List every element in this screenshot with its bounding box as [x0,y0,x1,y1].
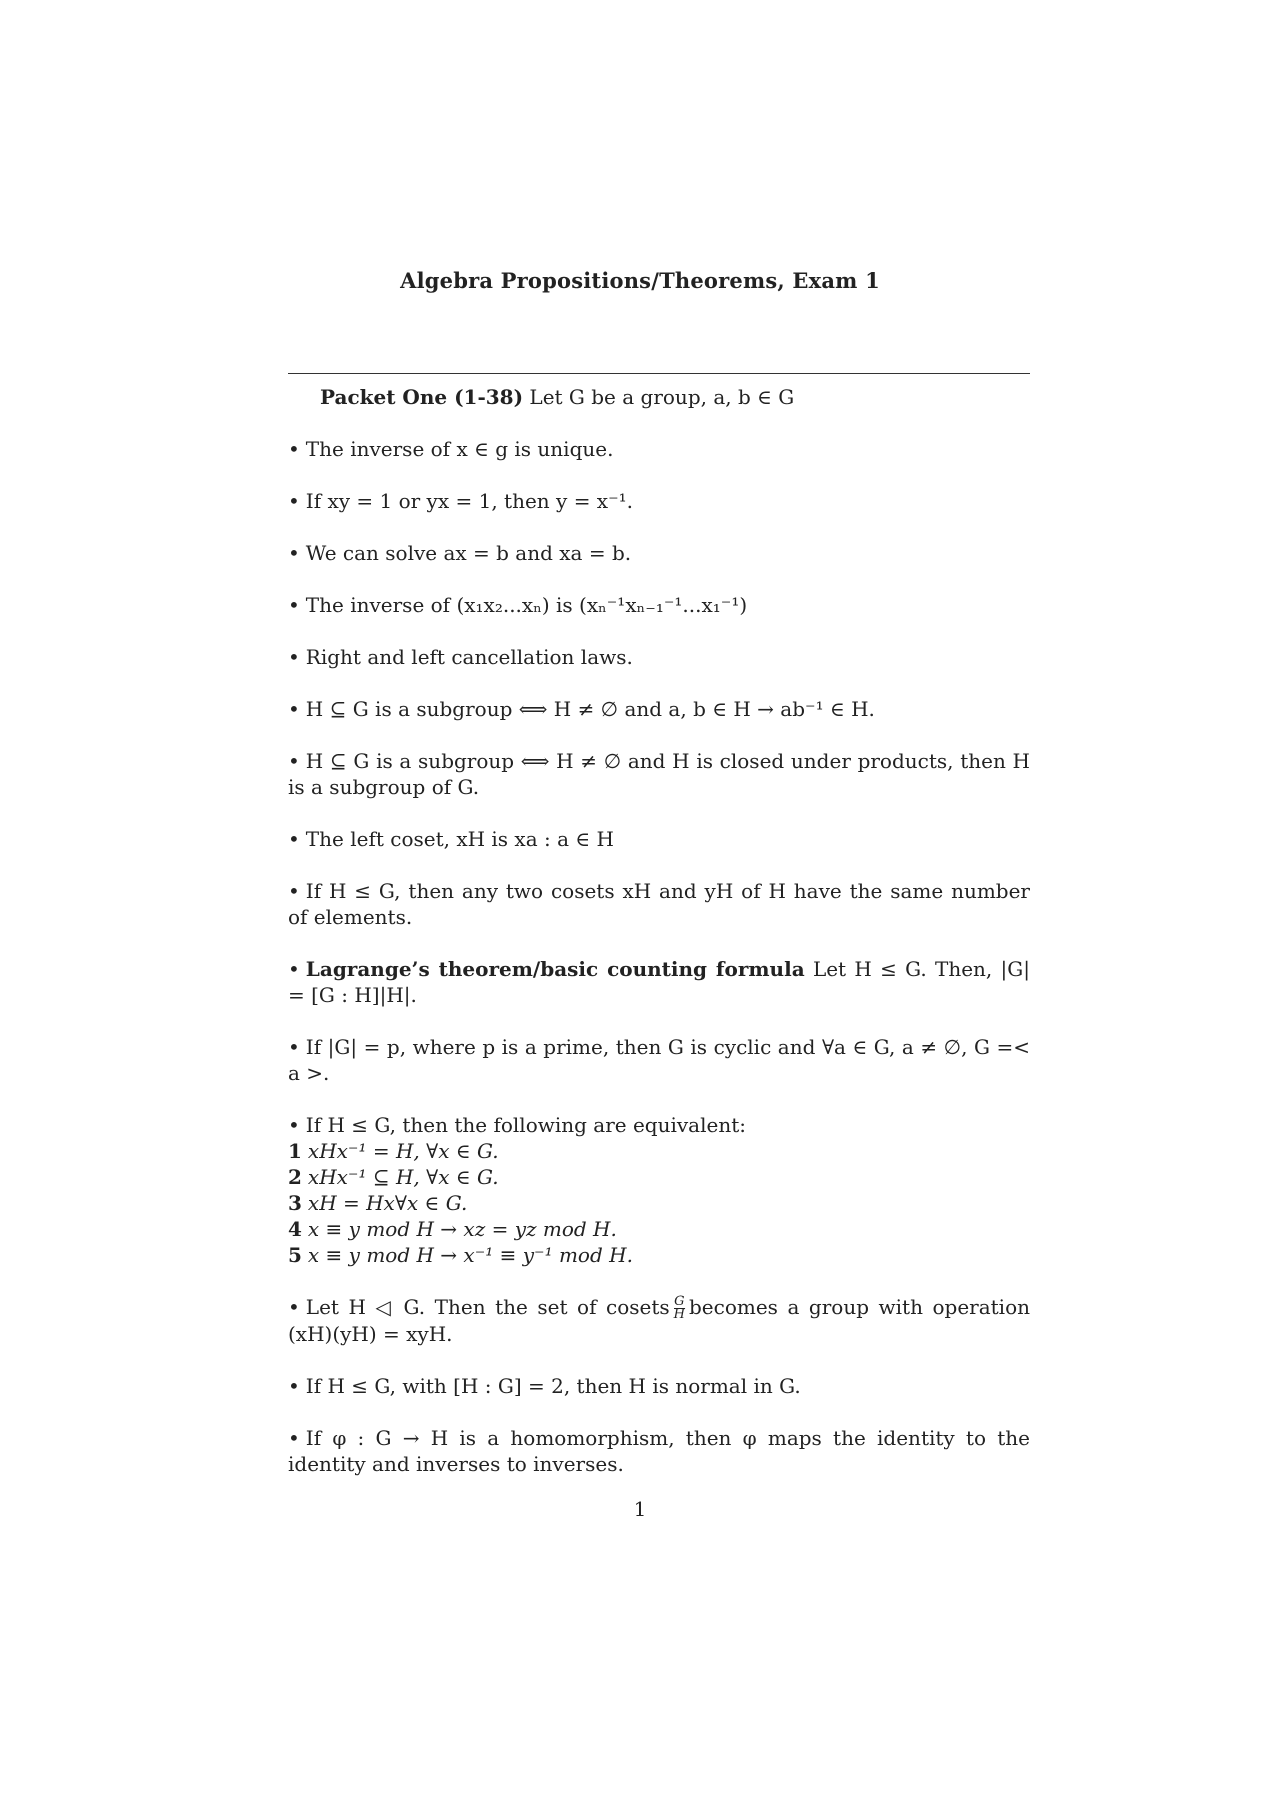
item-text: Right and left cancellation laws. [305,645,633,669]
item-text: H ⊆ G is a subgroup ⟺ H ≠ ∅ and a, b ∈ H → ab⁻¹ ∈ H. [305,697,875,721]
item-text: If φ : G → H is a homomorphism, then φ maps the identity to the identity and inverses to inverses. [288,1426,1030,1476]
list-item [288,696,1030,722]
bullet: • [288,437,300,461]
condition-row [288,1138,1030,1164]
bullet: • [288,697,300,721]
quotient-item [288,1294,1030,1347]
list-item [288,540,1030,566]
equivalence-item [288,1112,1030,1268]
item-text: If H ≤ G, with [H : G] = 2, then H is normal in G. [305,1374,801,1398]
bullet: • [288,541,300,565]
lagrange-heading: Lagrange’s theorem/basic counting formula [305,957,805,981]
item-text: If H ≤ G, then any two cosets xH and yH of H have the same number of elements. [288,879,1030,929]
packet-intro [288,384,1030,410]
condition-row [288,1216,1030,1242]
homomorphism-item [288,1425,1030,1477]
item-text: The inverse of x ∈ g is unique. [305,437,614,461]
list-item [288,878,1030,930]
packet-intro-text: Let G be a group, a, b ∈ G [529,385,795,409]
bullet: • [288,1113,300,1137]
condition-row [288,1190,1030,1216]
item-text: The inverse of (x₁x₂...xₙ) is (xₙ⁻¹xₙ₋₁⁻¹...x₁⁻¹) [305,593,748,617]
condition-row [288,1242,1030,1268]
lagrange-text: Let H ≤ G. Then, |G| = [G : H]|H|. [288,957,1031,1007]
bullet: • [288,749,300,773]
item-text: H ⊆ G is a subgroup ⟺ H ≠ ∅ and H is closed under products, then H is a subgroup of G. [288,749,1030,799]
quotient-after: becomes a group with operation (xH)(yH) = xyH. [288,1295,1030,1346]
bullet: • [288,827,300,851]
fraction-numerator: G [674,1294,685,1309]
equivalence-lead: If H ≤ G, then the following are equivalent: [305,1113,746,1137]
bullet: • [288,1374,300,1398]
lagrange-item [288,956,1030,1008]
index-two-item [288,1373,1030,1399]
list-item [288,436,1030,462]
condition-number: 1 [288,1139,302,1163]
condition-row [288,1164,1030,1190]
list-item [288,826,1030,852]
condition-text: x ≡ y mod H → xz = yz mod H. [307,1217,617,1241]
condition-number: 4 [288,1217,302,1241]
content-body [288,384,1030,1503]
fraction-denominator: H [673,1307,685,1322]
list-item [288,748,1030,800]
list-item [288,488,1030,514]
item-text: If |G| = p, where p is a prime, then G is cyclic and ∀a ∈ G, a ≠ ∅, G =< a >. [288,1035,1030,1085]
document-title: Algebra Propositions/Theorems, Exam 1 [400,268,880,293]
quotient-before: Let H ◁ G. Then the set of cosets [305,1295,670,1319]
item-text: We can solve ax = b and xa = b. [305,541,632,565]
coset-fraction [674,1296,685,1321]
packet-heading: Packet One (1-38) [320,385,524,409]
bullet: • [288,489,300,513]
list-item [288,592,1030,618]
bullet: • [288,645,300,669]
condition-number: 5 [288,1243,302,1267]
condition-number: 2 [288,1165,302,1189]
condition-number: 3 [288,1191,302,1215]
item-text: The left coset, xH is xa : a ∈ H [305,827,614,851]
bullet: • [288,1035,300,1059]
item-text: If xy = 1 or yx = 1, then y = x⁻¹. [305,489,634,513]
condition-text: xH = Hx∀x ∈ G. [307,1191,468,1215]
condition-text: xHx⁻¹ ⊆ H, ∀x ∈ G. [307,1165,499,1189]
condition-text: x ≡ y mod H → x⁻¹ ≡ y⁻¹ mod H. [307,1243,633,1267]
cyclic-item [288,1034,1030,1086]
bullet: • [288,957,300,981]
bullet: • [288,1426,300,1450]
page-number: 1 [633,1497,647,1521]
condition-text: xHx⁻¹ = H, ∀x ∈ G. [307,1139,499,1163]
bullet: • [288,879,300,903]
horizontal-rule [288,373,1030,374]
bullet: • [288,593,300,617]
list-item [288,644,1030,670]
bullet: • [288,1295,300,1319]
